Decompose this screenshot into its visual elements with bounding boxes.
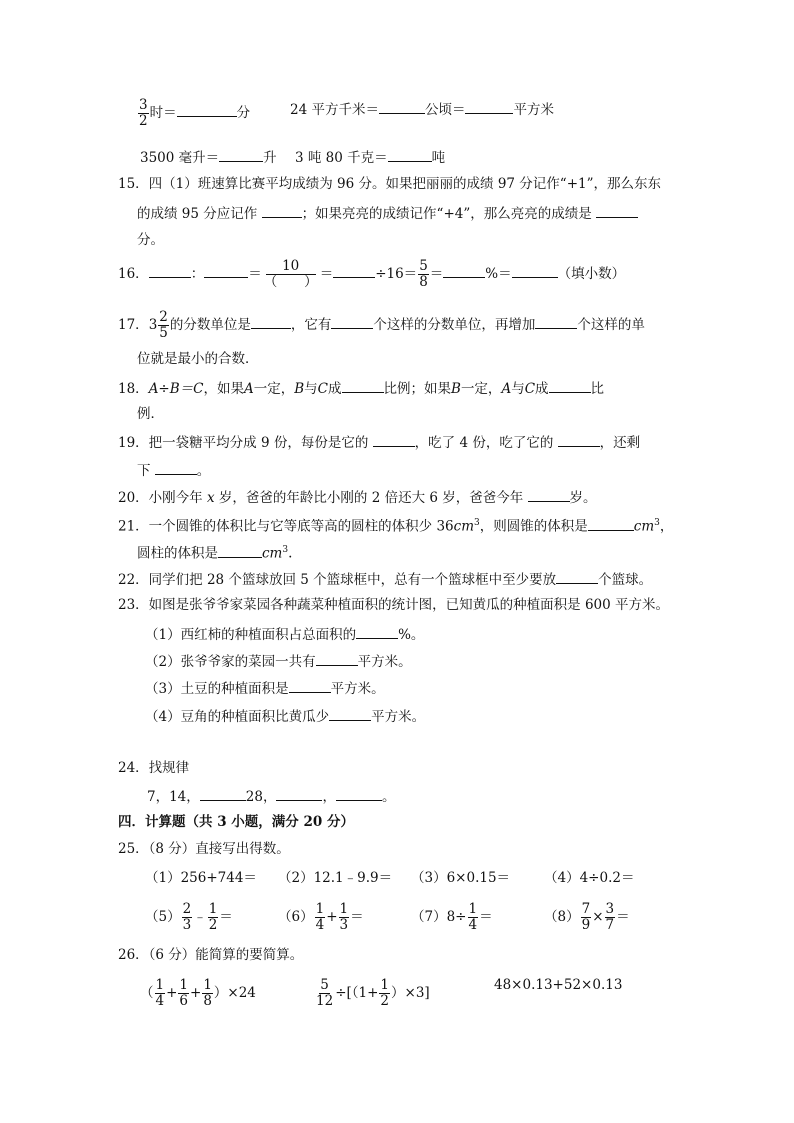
q25-row-2: （5） $\frac{2}{3}$ ﹣ $\frac{1}{2}$ ＝ （6） $\frac{1}{4}$ + $\frac{1}{3}$ ＝ （7）8÷ $\frac{1}{4}$ ＝ （8） $\frac{7}{9}$ × $\frac{3}{7}$ ＝: [145, 901, 630, 933]
answer-blank[interactable]: [379, 99, 425, 114]
answer-blank[interactable]: [262, 203, 302, 218]
answer-blank[interactable]: [373, 432, 415, 447]
answer-blank[interactable]: [549, 378, 591, 393]
answer-blank[interactable]: [177, 102, 237, 117]
answer-blank[interactable]: [528, 487, 570, 502]
q23-sub-4: （4）豆角的种植面积比黄瓜少 平方米。: [145, 706, 425, 726]
fraction: $\frac{1}{2}$: [380, 977, 390, 1009]
q19-line-2: 下 。: [137, 460, 210, 480]
fraction: $\frac{5}{8}$: [419, 258, 428, 290]
q26-expr-1: （ $\frac{1}{4}$ + $\frac{1}{6}$ + $\frac{1}{8}$ ）×24: [140, 977, 256, 1009]
q23-sub-2: （2）张爷爷家的菜园一共有 平方米。: [145, 651, 412, 671]
fraction: $\frac{5}{12}$: [316, 977, 334, 1009]
answer-blank[interactable]: [535, 314, 577, 329]
q24-sequence: 7，14， 28， ， 。: [147, 786, 395, 806]
section-heading: 四．计算题（共 3 小题，满分 20 分）: [118, 814, 354, 830]
answer-blank[interactable]: [276, 786, 322, 801]
answer-blank[interactable]: [316, 651, 358, 666]
q17-line-2: 位就是最小的合数．: [137, 351, 259, 367]
fraction: $\frac{2}{5}$: [159, 309, 168, 341]
answer-blank[interactable]: [329, 706, 371, 721]
conv-line-km2: 24 平方千米＝ 公顷＝ 平方米: [290, 99, 554, 119]
answer-blank[interactable]: [388, 147, 432, 162]
answer-blank[interactable]: [251, 314, 291, 329]
fraction: $\frac{2}{3}$: [182, 901, 192, 933]
q21-line-1: 21．一个圆锥的体积比与它等底等高的圆柱的体积少 $36cm^3$，则圆锥的体积是 $cm^3$，: [118, 514, 673, 536]
fraction: $\frac{7}{9}$: [581, 901, 591, 933]
q25-row-1: （1）256+744＝ （2）12.1﹣9.9＝ （3）6×0.15＝ （4）4÷0.2＝: [145, 870, 635, 886]
fraction: $\frac{1}{4}$: [468, 901, 478, 933]
answer-blank[interactable]: [149, 263, 191, 278]
answer-blank[interactable]: [556, 569, 598, 584]
answer-blank[interactable]: [219, 147, 263, 162]
q24-title: 24．找规律: [118, 760, 190, 776]
q15-line-2: 的成绩 95 分应记作 ；如果亮亮的成绩记作“+4”，那么亮亮的成绩是: [137, 203, 638, 223]
fraction: $\frac{1}{3}$: [339, 901, 349, 933]
answer-blank[interactable]: [200, 786, 246, 801]
conv-line-2: 3500 毫升＝ 升 3 吨 80 千克＝ 吨: [140, 147, 445, 167]
q19-line-1: 19．把一袋糖平均分成 9 份，每份是它的 ，吃了 4 份，吃了它的 ，还剩: [118, 432, 640, 452]
answer-blank[interactable]: [558, 432, 600, 447]
q22: 22．同学们把 28 个篮球放回 5 个篮球框中，总有一个篮球框中至少要放 个篮球。: [118, 569, 652, 589]
fraction: $\frac{1}{4}$: [315, 901, 325, 933]
answer-blank[interactable]: [342, 378, 384, 393]
q26-stem: 26．（6 分）能简算的要简算。: [118, 947, 304, 963]
answer-blank[interactable]: [588, 516, 634, 531]
q23-sub-1: （1）西红柿的种植面积占总面积的 %。: [145, 624, 424, 644]
fraction: $\frac{3}{2}$: [139, 97, 148, 129]
q26-expr-2: $\frac{5}{12}$ ÷[（1+ $\frac{1}{2}$ ）×3]: [316, 977, 430, 1009]
conv-line-1: $\frac{3}{2}$ 时＝ 分: [139, 97, 251, 129]
q15-line-3: 分。: [137, 232, 164, 248]
q21-line-2: 圆柱的体积是 $cm^3$.: [137, 541, 292, 563]
q18-line-1: 18．A÷B＝C，如果A一定，B与C成 比例；如果B一定，A与C成 比: [118, 378, 604, 398]
q16: 16． ： ＝ 10 （ ） ＝ ÷16＝ $\frac{5}{8}$ ＝ %＝ （填小数）: [118, 258, 626, 290]
answer-blank[interactable]: [333, 263, 375, 278]
answer-blank[interactable]: [512, 263, 558, 278]
q15-line-1: 15．四（1）班速算比赛平均成绩为 96 分。如果把丽丽的成绩 97 分记作“+1”，那么东东: [118, 176, 661, 192]
answer-blank[interactable]: [465, 99, 513, 114]
fraction: 10 （ ）: [263, 258, 318, 290]
answer-blank[interactable]: [289, 678, 331, 693]
answer-blank[interactable]: [596, 203, 638, 218]
answer-blank[interactable]: [204, 263, 248, 278]
answer-blank[interactable]: [155, 460, 197, 475]
q20: 20．小刚今年 x 岁，爸爸的年龄比小刚的 2 倍还大 6 岁，爸爸今年 岁。: [118, 487, 597, 507]
q25-stem: 25．（8 分）直接写出得数。: [118, 841, 290, 857]
fraction: $\frac{1}{4}$: [155, 977, 165, 1009]
fraction: $\frac{1}{6}$: [179, 977, 188, 1009]
q23-stem: 23．如图是张爷爷家菜园各种蔬菜种植面积的统计图，已知黄瓜的种植面积是 600 平方米。: [118, 597, 670, 613]
answer-blank[interactable]: [331, 314, 373, 329]
answer-blank[interactable]: [336, 786, 382, 801]
q23-sub-3: （3）土豆的种植面积是 平方米。: [145, 678, 385, 698]
fraction: $\frac{3}{7}$: [605, 901, 615, 933]
answer-blank[interactable]: [218, 543, 262, 558]
q18-line-2: 例．: [137, 406, 164, 422]
fraction: $\frac{1}{8}$: [203, 977, 212, 1009]
q26-expr-3: 48×0.13+52×0.13: [494, 977, 623, 993]
answer-blank[interactable]: [443, 263, 485, 278]
q17-line-1: 17．3 $\frac{2}{5}$ 的分数单位是 ，它有 个这样的分数单位，再增加 个这样的单: [118, 309, 645, 341]
answer-blank[interactable]: [356, 624, 398, 639]
fraction: $\frac{1}{2}$: [208, 901, 218, 933]
